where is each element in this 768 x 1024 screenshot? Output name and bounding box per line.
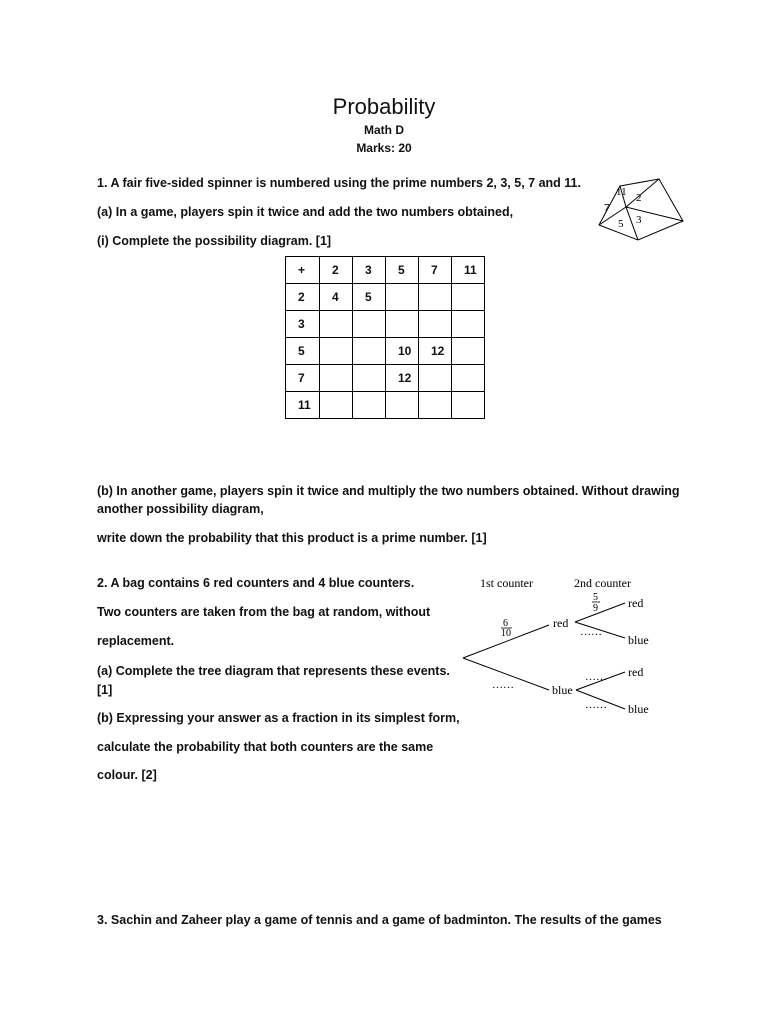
q2-part-a-marks: [1] bbox=[97, 683, 113, 697]
q3-intro bbox=[97, 913, 662, 927]
table-row bbox=[286, 284, 485, 311]
table-row bbox=[286, 392, 485, 419]
table-row bbox=[286, 257, 485, 284]
first-red-prob-den: 10 bbox=[501, 628, 511, 639]
table-cell: + bbox=[286, 257, 320, 284]
q1-part-b-line1: (b) In another game, players spin it twice and multiply the two numbers obtained. Without drawing bbox=[97, 484, 680, 498]
q2-number: 2. bbox=[97, 576, 108, 590]
table-cell bbox=[353, 338, 386, 365]
table-cell: 2 bbox=[320, 257, 353, 284]
table-cell bbox=[419, 284, 452, 311]
table-cell: 11 bbox=[286, 392, 320, 419]
table-cell: 2 bbox=[286, 284, 320, 311]
red-blue-prob-blank: …… bbox=[580, 626, 602, 638]
table-cell bbox=[320, 338, 353, 365]
table-cell: 11 bbox=[452, 257, 485, 284]
table-cell bbox=[320, 311, 353, 338]
leaf-red: red bbox=[628, 596, 644, 610]
subject-label: Math D bbox=[364, 123, 404, 137]
table-cell bbox=[452, 392, 485, 419]
page-title: Probability bbox=[332, 94, 436, 119]
tree-diagram bbox=[455, 570, 665, 720]
tree-col2-header: 2nd counter bbox=[574, 576, 631, 590]
table-cell: 3 bbox=[353, 257, 386, 284]
table-cell bbox=[419, 392, 452, 419]
possibility-table bbox=[285, 256, 485, 419]
table-cell bbox=[452, 311, 485, 338]
table-cell: 10 bbox=[386, 338, 419, 365]
table-cell bbox=[353, 311, 386, 338]
spinner-label: 7 bbox=[604, 202, 610, 214]
q1-text: A fair five-sided spinner is numbered using the prime numbers 2, 3, 5, 7 and 11. bbox=[110, 176, 581, 190]
table-cell: 12 bbox=[419, 338, 452, 365]
table-row bbox=[286, 311, 485, 338]
spinner-diagram bbox=[594, 175, 688, 245]
table-cell: 5 bbox=[353, 284, 386, 311]
table-cell bbox=[320, 392, 353, 419]
table-cell bbox=[320, 365, 353, 392]
first-red-prob-num: 6 bbox=[503, 618, 508, 629]
table-cell bbox=[452, 338, 485, 365]
q1-part-b-line3: write down the probability that this product is a prime number. [1] bbox=[97, 531, 487, 545]
q2-line: colour. [2] bbox=[97, 768, 157, 782]
q3-number: 3. bbox=[97, 913, 108, 927]
table-cell bbox=[452, 365, 485, 392]
q2-line: calculate the probability that both counters are the same bbox=[97, 740, 434, 754]
q1-part-i: (i) Complete the possibility diagram. [1] bbox=[97, 234, 332, 248]
table-cell bbox=[419, 311, 452, 338]
blue-blue-prob-blank: …… bbox=[585, 699, 607, 711]
spinner-label: 11 bbox=[616, 186, 627, 198]
leaf-blue: blue bbox=[628, 633, 649, 647]
table-cell: 4 bbox=[320, 284, 353, 311]
tree-col1-header: 1st counter bbox=[480, 576, 533, 590]
q2-text: A bag contains 6 red counters and 4 blue counters. bbox=[110, 576, 415, 590]
q1-number: 1. bbox=[97, 176, 108, 190]
q1-part-b-line2: another possibility diagram, bbox=[97, 502, 264, 516]
table-cell: 12 bbox=[386, 365, 419, 392]
table-cell: 5 bbox=[286, 338, 320, 365]
q2-line: Two counters are taken from the bag at random, without bbox=[97, 605, 431, 619]
q2-part-a: (a) Complete the tree diagram that represents these events. bbox=[97, 664, 450, 678]
table-row bbox=[286, 338, 485, 365]
table-cell: 5 bbox=[386, 257, 419, 284]
branch-red: red bbox=[553, 616, 569, 630]
table-cell: 7 bbox=[286, 365, 320, 392]
blue-red-prob-blank: …… bbox=[585, 671, 607, 683]
q3-text: Sachin and Zaheer play a game of tennis and a game of badminton. The results of the games bbox=[110, 913, 662, 927]
table-cell bbox=[419, 365, 452, 392]
marks-label: Marks: 20 bbox=[356, 141, 412, 155]
table-row bbox=[286, 365, 485, 392]
branch-blue: blue bbox=[552, 683, 573, 697]
spinner-label: 2 bbox=[636, 192, 642, 204]
leaf-blue: blue bbox=[628, 702, 649, 716]
q2-line: replacement. bbox=[97, 634, 175, 648]
spinner-label: 5 bbox=[618, 218, 624, 230]
table-cell bbox=[353, 392, 386, 419]
spinner-label: 3 bbox=[636, 214, 642, 226]
table-cell: 3 bbox=[286, 311, 320, 338]
table-cell: 7 bbox=[419, 257, 452, 284]
leaf-red: red bbox=[628, 665, 644, 679]
table-cell bbox=[386, 392, 419, 419]
red-red-prob-den: 9 bbox=[593, 603, 598, 614]
table-cell bbox=[353, 365, 386, 392]
table-cell bbox=[386, 284, 419, 311]
table-cell bbox=[386, 311, 419, 338]
q2-intro bbox=[97, 576, 414, 590]
q2-part-b: (b) Expressing your answer as a fraction in its simplest form, bbox=[97, 711, 460, 725]
q1-part-a: (a) In a game, players spin it twice and add the two numbers obtained, bbox=[97, 205, 514, 219]
first-blue-prob-blank: …… bbox=[492, 679, 514, 691]
q1-intro bbox=[97, 176, 581, 190]
red-red-prob-num: 5 bbox=[593, 592, 598, 603]
table-cell bbox=[452, 284, 485, 311]
